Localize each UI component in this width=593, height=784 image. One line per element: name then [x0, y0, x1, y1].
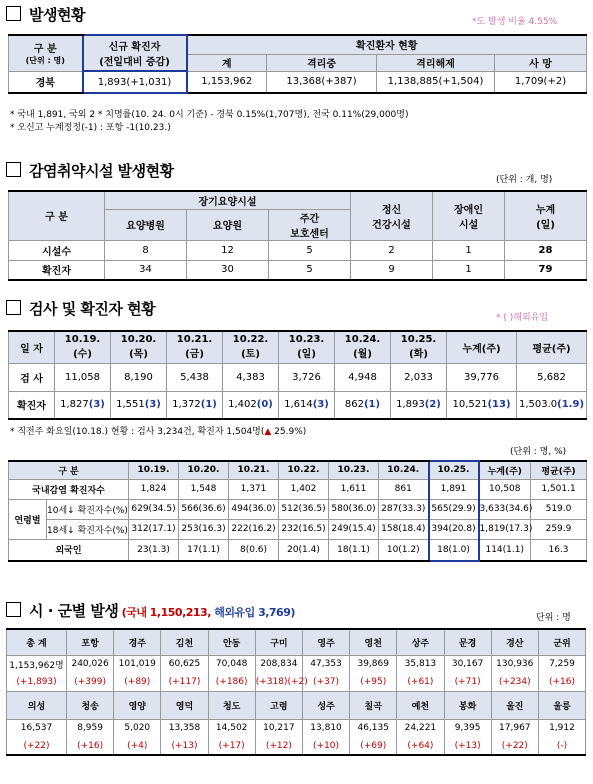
unit-note: (단위 : 개, 명): [496, 175, 553, 185]
cell: 3,726: [279, 363, 335, 391]
city-header: 청송: [67, 691, 114, 719]
cell: 259.9: [531, 519, 587, 539]
city-diff: (+234): [491, 673, 538, 691]
checkbox-square-icon: [6, 162, 21, 177]
date-col: 10.22.: [279, 461, 329, 479]
death-header: 사 망: [495, 54, 587, 71]
city-value: 13,810: [302, 719, 349, 737]
date-col: 10.21.: [229, 461, 279, 479]
prev-week-note: * 직전주 화요일(10.18.) 현황 : 검사 3,234건, 확진자 1,504명(▲ 25.9%): [10, 427, 307, 437]
date-col: 10.24. (월): [335, 331, 391, 363]
city-diff: (+37): [302, 673, 349, 691]
city-diff: (+13): [444, 737, 491, 755]
date-col: 10.25. (화): [391, 331, 447, 363]
cell: 566(36.6): [179, 499, 229, 519]
city-diff: (+1,893): [7, 673, 67, 691]
city-value: 24,221: [397, 719, 444, 737]
avg-header: 평균(주): [531, 461, 587, 479]
tests-table: [8, 330, 587, 420]
row-label: 시설수: [9, 240, 105, 260]
cell: 1,548: [179, 479, 229, 499]
cell: 8,190: [111, 363, 167, 391]
cell: 222(16.2): [229, 519, 279, 539]
cell: 565(29.9): [429, 499, 479, 519]
cell: 12: [187, 240, 269, 260]
city-diff: (+61): [397, 673, 444, 691]
city-header: 봉화: [444, 691, 491, 719]
city-value: 39,869: [350, 655, 397, 673]
cell: 34: [105, 260, 187, 280]
checkbox-square-icon: [6, 6, 21, 21]
region-cell: 경북: [9, 71, 83, 93]
city-value: 240,026: [67, 655, 114, 673]
age-breakdown-table: [8, 460, 587, 562]
city-header: 영주: [302, 629, 349, 655]
section-title-city: 시 · 군별 발생 (국내 1,150,213, 해외유입 3,769): [6, 600, 295, 621]
cell: 23(1.3): [129, 539, 179, 561]
city-header: 문경: [444, 629, 491, 655]
cell: 861: [379, 479, 429, 499]
isolating-header: 격리중: [267, 54, 377, 71]
cum-header: 누계(주): [447, 331, 517, 363]
cell: 1,891: [429, 479, 479, 499]
city-value: 208,834: [255, 655, 302, 673]
cell: 5,682: [517, 363, 587, 391]
cell: 1,827(3): [55, 391, 111, 419]
outbreak-table: [8, 34, 587, 94]
vulnerable-facility-table: [8, 190, 587, 281]
daycare-header: 주간 보호센터: [269, 209, 351, 240]
city-value: 130,936: [491, 655, 538, 673]
gubun-header: 구 분 (단위 : 명): [9, 35, 83, 71]
row-label: 확진자: [9, 391, 55, 419]
cell: 16.3: [531, 539, 587, 561]
new-cases-header: 신규 확진자 (전일대비 증감): [83, 35, 187, 71]
cell: 1,893(2): [391, 391, 447, 419]
cell: 10,521(13): [447, 391, 517, 419]
cell: 1,372(1): [167, 391, 223, 419]
city-table: [6, 628, 586, 756]
up-triangle-icon: ▲: [264, 427, 272, 437]
province-ratio-note: *도 발생 비율 4.55%: [472, 17, 558, 27]
city-diff: (+69): [350, 737, 397, 755]
table-row: [9, 260, 587, 280]
city-header: 의성: [7, 691, 67, 719]
city-diff: (+399): [67, 673, 114, 691]
released-cell: 1,138,885(+1,504): [377, 71, 495, 93]
city-diff: (+89): [114, 673, 161, 691]
gubun-header: 구 분: [9, 461, 129, 479]
cell: 312(17.1): [129, 519, 179, 539]
cell: 28: [505, 240, 587, 260]
city-value: 46,135: [350, 719, 397, 737]
cell: 1: [433, 240, 505, 260]
city-diff: (+10): [302, 737, 349, 755]
city-header: 칠곡: [350, 691, 397, 719]
city-header: 영덕: [161, 691, 208, 719]
city-diff: (+186): [208, 673, 255, 691]
section-title-outbreak: 발생현황: [6, 4, 85, 25]
city-header: 성주: [302, 691, 349, 719]
unit-note: 단위 : 명: [536, 613, 571, 623]
cell: 5: [269, 260, 351, 280]
city-diff: (+16): [538, 673, 585, 691]
cell: 18(1.1): [329, 539, 379, 561]
city-header: 청도: [208, 691, 255, 719]
date-col: 10.22. (토): [223, 331, 279, 363]
city-header: 고령: [255, 691, 302, 719]
disabled-header: 장애인 시설: [433, 191, 505, 240]
city-value: 1,912: [538, 719, 585, 737]
new-cases-cell: 1,893(+1,031): [83, 71, 187, 93]
city-value: 13,358: [161, 719, 208, 737]
city-header: 예천: [397, 691, 444, 719]
city-value: 14,502: [208, 719, 255, 737]
cell: 1,402(0): [223, 391, 279, 419]
city-header: 포항: [67, 629, 114, 655]
total-cell: 1,153,962: [187, 71, 267, 93]
city-diff: (+13): [161, 737, 208, 755]
isolating-cell: 13,368(+387): [267, 71, 377, 93]
note-line: * 국내 1,891, 국외 2 * 치명률(10. 24. 0시 기준) - 경북 0.15%(1,707명), 전국 0.11%(29,000명): [10, 110, 409, 120]
row-label: 확진자: [9, 260, 105, 280]
cell: 30: [187, 260, 269, 280]
city-value: 10,217: [255, 719, 302, 737]
city-diff: (+117): [161, 673, 208, 691]
city-value: 35,813: [397, 655, 444, 673]
cell: 1,611: [329, 479, 379, 499]
city-diff: (+12): [255, 737, 302, 755]
cell: 114(1.1): [479, 539, 531, 561]
row-label: 국내감염 확진자수: [9, 479, 129, 499]
cell: 1: [433, 260, 505, 280]
table-row: [9, 391, 587, 419]
city-value: 1,153,962명: [7, 655, 67, 673]
row-label: 18세↓ 확진자수(%): [47, 519, 129, 539]
date-col: 10.24.: [379, 461, 429, 479]
cell: 394(20.8): [429, 519, 479, 539]
outbreak-notes: [10, 109, 408, 135]
cell: 1,503.0(1.9): [517, 391, 587, 419]
row-label: 외국인: [9, 539, 129, 561]
checkbox-square-icon: [6, 602, 21, 617]
city-header: 안동: [208, 629, 255, 655]
date-col: 10.23. (일): [279, 331, 335, 363]
mental-header: 정신 건강시설: [351, 191, 433, 240]
city-header: 영양: [114, 691, 161, 719]
date-col: 10.20. (목): [111, 331, 167, 363]
death-cell: 1,709(+2): [495, 71, 587, 93]
row-label: 검 사: [9, 363, 55, 391]
cell: 629(34.5): [129, 499, 179, 519]
city-diff: (+95): [350, 673, 397, 691]
city-header: 경산: [491, 629, 538, 655]
gubun-header: 구 분: [9, 191, 105, 240]
cell: 3,633(34.6): [479, 499, 531, 519]
city-diff: (+318)(+2): [255, 673, 302, 691]
cell: 1,819(17.3): [479, 519, 531, 539]
table-row: [9, 363, 587, 391]
city-diff: (+22): [491, 737, 538, 755]
cell: 20(1.4): [279, 539, 329, 561]
cell: 1,614(3): [279, 391, 335, 419]
section-title-vulnerable: 감염취약시설 발생현황: [6, 160, 174, 181]
city-header: 울릉: [538, 691, 585, 719]
cell: 9: [351, 260, 433, 280]
city-header: 상주: [397, 629, 444, 655]
city-value: 47,353: [302, 655, 349, 673]
avg-header: 평균(주): [517, 331, 587, 363]
cell: 232(16.5): [279, 519, 329, 539]
city-header: 군위: [538, 629, 585, 655]
city-diff: (+4): [114, 737, 161, 755]
facility-header: 요양원: [187, 209, 269, 240]
cell: 1,402: [279, 479, 329, 499]
cum-header: 누계(주): [479, 461, 531, 479]
cell: 1,501.1: [531, 479, 587, 499]
date-col: 10.19. (수): [55, 331, 111, 363]
note-line: * 오신고 누계정정(-1) : 포항 -1(10.23.): [10, 123, 171, 133]
cell: 8(0.6): [229, 539, 279, 561]
city-value: 9,395: [444, 719, 491, 737]
longterm-header: 장기요양시설: [105, 191, 351, 209]
confirmed-status-header: 확진환자 현황: [187, 35, 587, 54]
city-header: 영천: [350, 629, 397, 655]
checkbox-square-icon: [6, 300, 21, 315]
row-group-label: 연령별: [9, 499, 47, 539]
cell: 862(1): [335, 391, 391, 419]
city-diff: (+17): [208, 737, 255, 755]
city-value: 16,537: [7, 719, 67, 737]
date-col: 10.19.: [129, 461, 179, 479]
city-header: 경주: [114, 629, 161, 655]
date-col-highlight: 10.25.: [429, 461, 479, 479]
table-row: [9, 539, 587, 561]
cell: 10(1.2): [379, 539, 429, 561]
cell: 4,383: [223, 363, 279, 391]
total-header: 계: [187, 54, 267, 71]
city-value: 17,967: [491, 719, 538, 737]
hospital-header: 요양병원: [105, 209, 187, 240]
cell: 580(36.0): [329, 499, 379, 519]
cell: 10,508: [479, 479, 531, 499]
cell: 287(33.3): [379, 499, 429, 519]
cell: 5,438: [167, 363, 223, 391]
unit-note: (단위 : 명, %): [510, 447, 567, 457]
cell: 5: [269, 240, 351, 260]
cum-header: 누계 (일): [505, 191, 587, 240]
date-col: 10.21. (금): [167, 331, 223, 363]
cell: 17(1.1): [179, 539, 229, 561]
section-title-tests: 검사 및 확진자 현황: [6, 298, 155, 319]
cell: 249(15.4): [329, 519, 379, 539]
cell: 158(18.4): [379, 519, 429, 539]
cell: 79: [505, 260, 587, 280]
table-row: [9, 499, 587, 519]
cell: 1,371: [229, 479, 279, 499]
table-row: [9, 479, 587, 499]
cell: 253(16.3): [179, 519, 229, 539]
city-header: 총 계: [7, 629, 67, 655]
date-col: 10.20.: [179, 461, 229, 479]
cell: 4,948: [335, 363, 391, 391]
city-diff: (+16): [67, 737, 114, 755]
cell: 8: [105, 240, 187, 260]
city-header: 김천: [161, 629, 208, 655]
cell: 1,551(3): [111, 391, 167, 419]
cell: 11,058: [55, 363, 111, 391]
cell: 39,776: [447, 363, 517, 391]
cell: 519.0: [531, 499, 587, 519]
cell: 2,033: [391, 363, 447, 391]
city-value: 5,020: [114, 719, 161, 737]
date-col: 10.23.: [329, 461, 379, 479]
cell: 494(36.0): [229, 499, 279, 519]
city-diff: (+64): [397, 737, 444, 755]
city-diff: (-): [538, 737, 585, 755]
cell: 512(36.5): [279, 499, 329, 519]
table-row: [9, 519, 587, 539]
city-value: 8,959: [67, 719, 114, 737]
city-value: 7,259: [538, 655, 585, 673]
city-value: 101,019: [114, 655, 161, 673]
city-value: 70,048: [208, 655, 255, 673]
city-header: 울진: [491, 691, 538, 719]
city-diff: (+71): [444, 673, 491, 691]
cell: 1,824: [129, 479, 179, 499]
city-value: 30,167: [444, 655, 491, 673]
row-label: 10세↓ 확진자수(%): [47, 499, 129, 519]
overseas-note: * ( )해외유입: [496, 313, 549, 323]
date-header: 일 자: [9, 331, 55, 363]
city-header: 구미: [255, 629, 302, 655]
city-value: 60,625: [161, 655, 208, 673]
table-row: [9, 240, 587, 260]
released-header: 격리해제: [377, 54, 495, 71]
cell: 2: [351, 240, 433, 260]
cell: 18(1.0): [429, 539, 479, 561]
city-diff: (+22): [7, 737, 67, 755]
